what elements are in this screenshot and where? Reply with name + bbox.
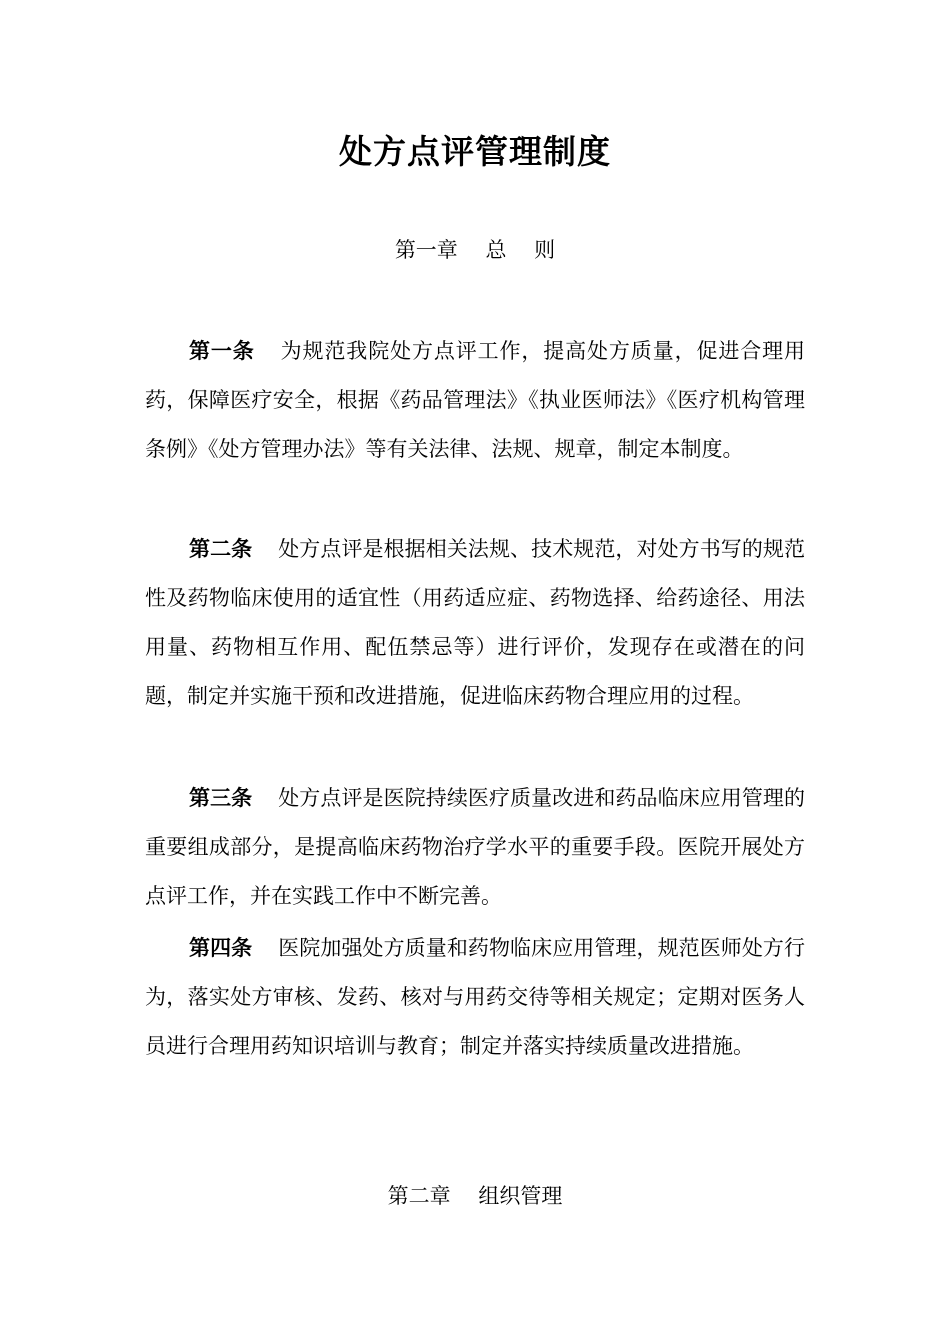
article-label: 第一条	[189, 339, 255, 363]
article-text: 处方点评是医院持续医疗质量改进和药品临床应用管理的重要组成部分，是提高临床药物治疗学水平的重要手段。医院开展处方点评工作，并在实践工作中不断完善。	[145, 786, 806, 908]
article-paragraph	[145, 327, 805, 474]
article-label: 第三条	[189, 786, 253, 810]
chapter-heading: 第二章 组织管理	[387, 1184, 563, 1208]
article-paragraph	[145, 774, 805, 921]
article-paragraph	[145, 924, 805, 1071]
chapter-heading: 第一章 总 则	[394, 238, 556, 262]
article-label: 第二条	[189, 537, 253, 561]
article-text: 医院加强处方质量和药物临床应用管理，规范医师处方行为，落实处方审核、发药、核对与用药交待等相关规定；定期对医务人员进行合理用药知识培训与教育；制定并落实持续质量改进措施。	[145, 936, 806, 1058]
article-label: 第四条	[189, 936, 253, 960]
document-title: 处方点评管理制度	[339, 132, 611, 171]
article-paragraph	[145, 525, 805, 721]
article-text: 为规范我院处方点评工作，提高处方质量，促进合理用药，保障医疗安全，根据《药品管理法》《执业医师法》《医疗机构管理条例》《处方管理办法》等有关法律、法规、规章，制定本制度。	[145, 339, 806, 461]
article-text: 处方点评是根据相关法规、技术规范，对处方书写的规范性及药物临床使用的适宜性（用药适应症、药物选择、给药途径、用法用量、药物相互作用、配伍禁忌等）进行评价，发现存在或潜在的问题，制定并实施干预和改进措施，促进临床药物合理应用的过程。	[145, 537, 806, 708]
